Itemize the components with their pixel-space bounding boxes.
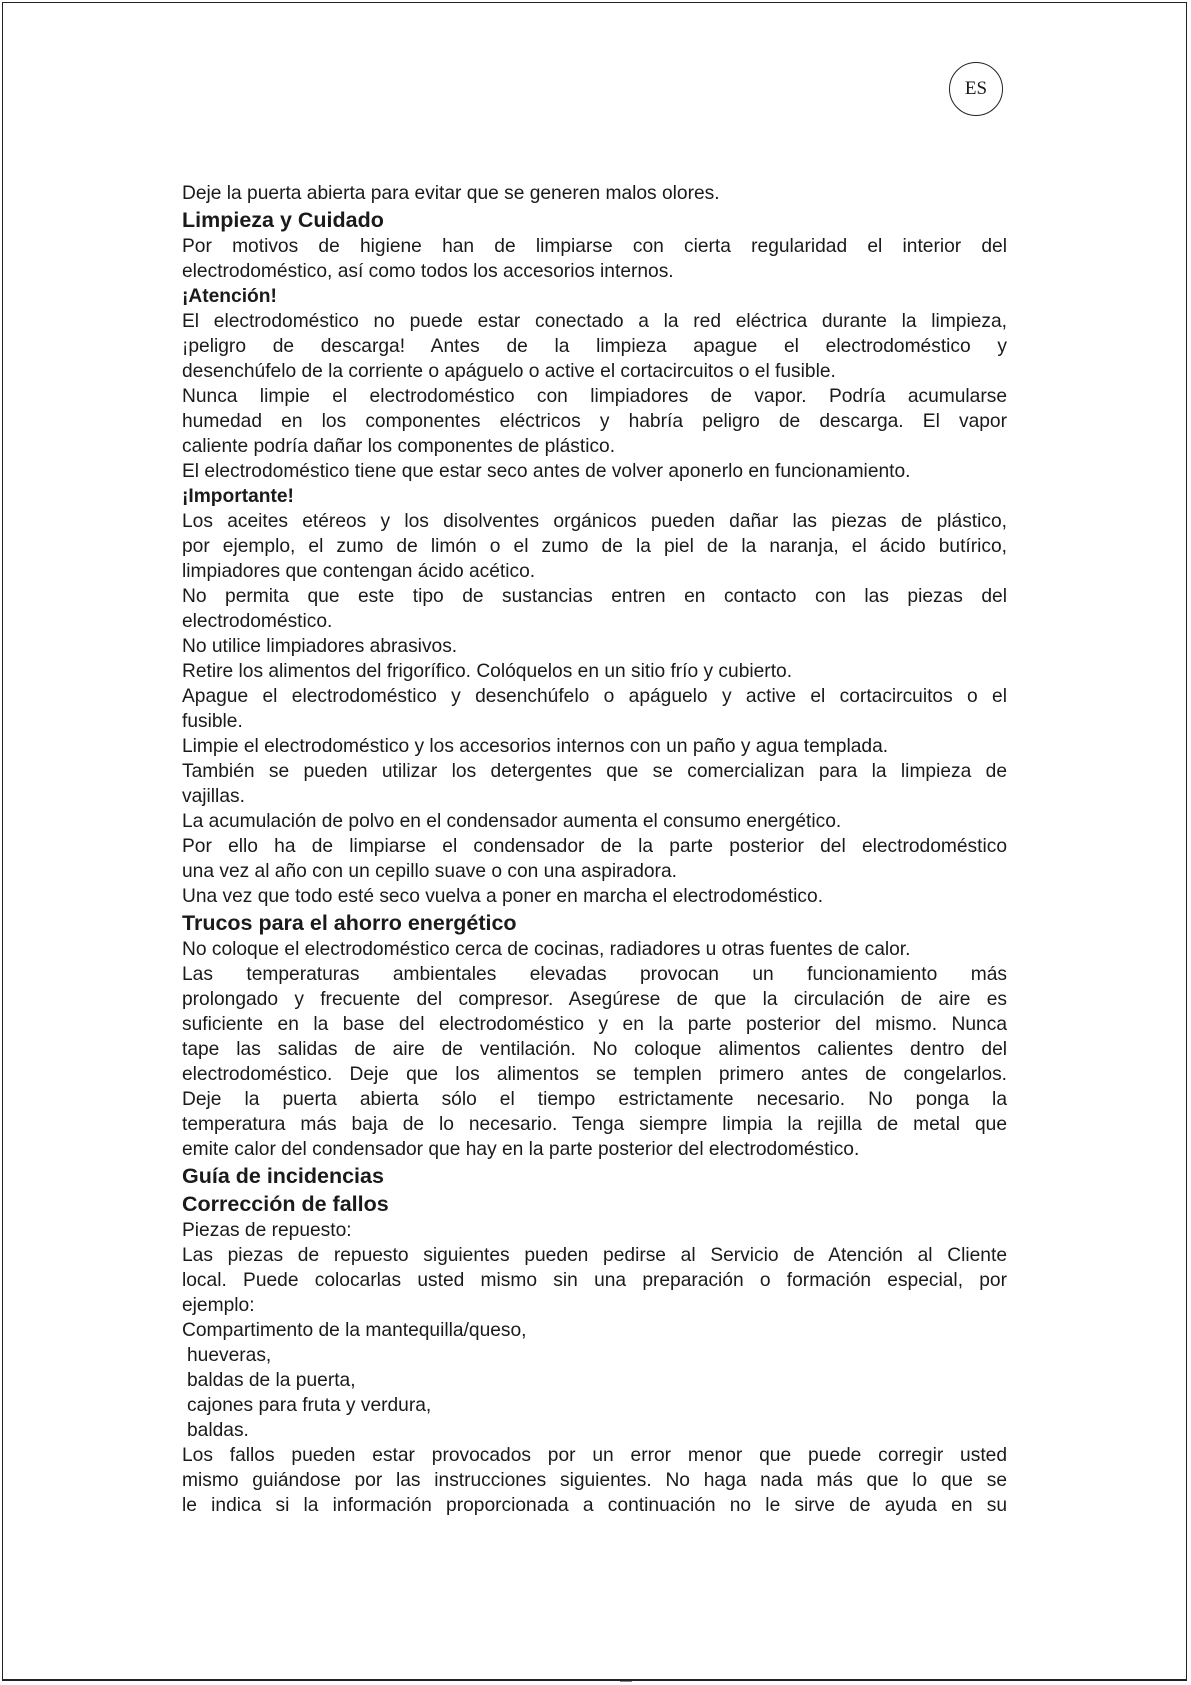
body-text-line: ejemplo: bbox=[182, 1295, 255, 1316]
body-text-line: Nunca limpie el electrodoméstico con limpiadores de vapor. Podría acumularse bbox=[182, 386, 1007, 407]
body-text-line: electrodoméstico, así como todos los accesorios internos. bbox=[182, 261, 674, 282]
body-text-line: Limpie el electrodoméstico y los accesorios internos con un paño y agua templada. bbox=[182, 736, 889, 757]
body-text-line: Apague el electrodoméstico y desenchúfelo o apáguelo y active el cortacircuitos o el bbox=[182, 686, 1007, 707]
body-text-line: le indica si la información proporcionada a continuación no le sirve de ayuda en su bbox=[182, 1495, 1007, 1516]
body-text-line: caliente podría dañar los componentes de plástico. bbox=[182, 436, 616, 457]
body-text-line: vajillas. bbox=[182, 786, 245, 807]
body-text-line: Por ello ha de limpiarse el condensador de la parte posterior del electrodoméstico bbox=[182, 836, 1007, 857]
body-text-line: Piezas de repuesto: bbox=[182, 1220, 352, 1241]
language-badge bbox=[949, 62, 1003, 116]
body-text-line: El electrodoméstico no puede estar conectado a la red eléctrica durante la limpieza, bbox=[182, 311, 1007, 332]
section-heading: Guía de incidencias bbox=[182, 1164, 384, 1188]
body-text-line: No permita que este tipo de sustancias entren en contacto con las piezas del bbox=[182, 586, 1007, 607]
body-text-line: electrodoméstico. bbox=[182, 611, 333, 632]
body-text-line: Deje la puerta abierta para evitar que se generen malos olores. bbox=[182, 183, 720, 204]
body-text-line: Los aceites etéreos y los disolventes orgánicos pueden dañar las piezas de plástico, bbox=[182, 511, 1007, 532]
body-text-line: Deje la puerta abierta sólo el tiempo estrictamente necesario. No ponga la bbox=[182, 1089, 1007, 1110]
body-text-line: Los fallos pueden estar provocados por un error menor que puede corregir usted bbox=[182, 1445, 1007, 1466]
language-badge-label: ES bbox=[964, 78, 988, 99]
body-text-line: Una vez que todo esté seco vuelva a poner en marcha el electrodoméstico. bbox=[182, 886, 824, 907]
body-text-line: emite calor del condensador que hay en la parte posterior del electrodoméstico. bbox=[182, 1139, 860, 1160]
body-text-line: temperatura más baja de lo necesario. Tenga siempre limpia la rejilla de metal que bbox=[182, 1114, 1007, 1135]
body-text-line: El electrodoméstico tiene que estar seco antes de volver aponerlo en funcionamiento. bbox=[182, 461, 911, 482]
section-heading: Corrección de fallos bbox=[182, 1192, 389, 1216]
body-text-line: desenchúfelo de la corriente o apáguelo o active el cortacircuitos o el fusible. bbox=[182, 361, 836, 382]
section-heading: Trucos para el ahorro energético bbox=[182, 911, 517, 935]
page-bottom-mark bbox=[620, 1681, 632, 1682]
list-item: cajones para fruta y verdura, bbox=[187, 1395, 432, 1416]
body-text-line: humedad en los componentes eléctricos y habría peligro de descarga. El vapor bbox=[182, 411, 1007, 432]
body-text-line: local. Puede colocarlas usted mismo sin una preparación o formación especial, por bbox=[182, 1270, 1007, 1291]
list-item: hueveras, bbox=[187, 1345, 272, 1366]
body-text-line: Por motivos de higiene han de limpiarse con cierta regularidad el interior del bbox=[182, 236, 1007, 257]
body-text-line: limpiadores que contengan ácido acético. bbox=[182, 561, 536, 582]
body-text-line: También se pueden utilizar los detergentes que se comercializan para la limpieza de bbox=[182, 761, 1007, 782]
body-text-line: electrodoméstico. Deje que los alimentos se templen primero antes de congelarlos. bbox=[182, 1064, 1007, 1085]
body-text-line: prolongado y frecuente del compresor. Asegúrese de que la circulación de aire es bbox=[182, 989, 1007, 1010]
body-text-line: suficiente en la base del electrodoméstico y en la parte posterior del mismo. Nunca bbox=[182, 1014, 1007, 1035]
body-text-line: Retire los alimentos del frigorífico. Colóquelos en un sitio frío y cubierto. bbox=[182, 661, 793, 682]
body-text-line: No utilice limpiadores abrasivos. bbox=[182, 636, 458, 657]
body-text-line: fusible. bbox=[182, 711, 243, 732]
warning-label: ¡Atención! bbox=[182, 286, 277, 307]
body-text-line: una vez al año con un cepillo suave o con una aspiradora. bbox=[182, 861, 677, 882]
warning-label: ¡Importante! bbox=[182, 486, 294, 507]
body-text-line: No coloque el electrodoméstico cerca de cocinas, radiadores u otras fuentes de calor. bbox=[182, 939, 911, 960]
document-body bbox=[182, 181, 1007, 1518]
body-text-line: Las temperaturas ambientales elevadas provocan un funcionamiento más bbox=[182, 964, 1007, 985]
body-text-line: tape las salidas de aire de ventilación. No coloque alimentos calientes dentro del bbox=[182, 1039, 1007, 1060]
section-heading: Limpieza y Cuidado bbox=[182, 208, 384, 232]
body-text-line: Compartimento de la mantequilla/queso, bbox=[182, 1320, 527, 1341]
list-item: baldas de la puerta, bbox=[187, 1370, 356, 1391]
list-item: baldas. bbox=[187, 1420, 249, 1441]
body-text-line: ¡peligro de descarga! Antes de la limpieza apague el electrodoméstico y bbox=[182, 336, 1007, 357]
body-text-line: La acumulación de polvo en el condensador aumenta el consumo energético. bbox=[182, 811, 842, 832]
body-text-line: Las piezas de repuesto siguientes pueden pedirse al Servicio de Atención al Cliente bbox=[182, 1245, 1007, 1266]
body-text-line: por ejemplo, el zumo de limón o el zumo de la piel de la naranja, el ácido butírico, bbox=[182, 536, 1007, 557]
body-text-line: mismo guiándose por las instrucciones siguientes. No haga nada más que lo que se bbox=[182, 1470, 1007, 1491]
